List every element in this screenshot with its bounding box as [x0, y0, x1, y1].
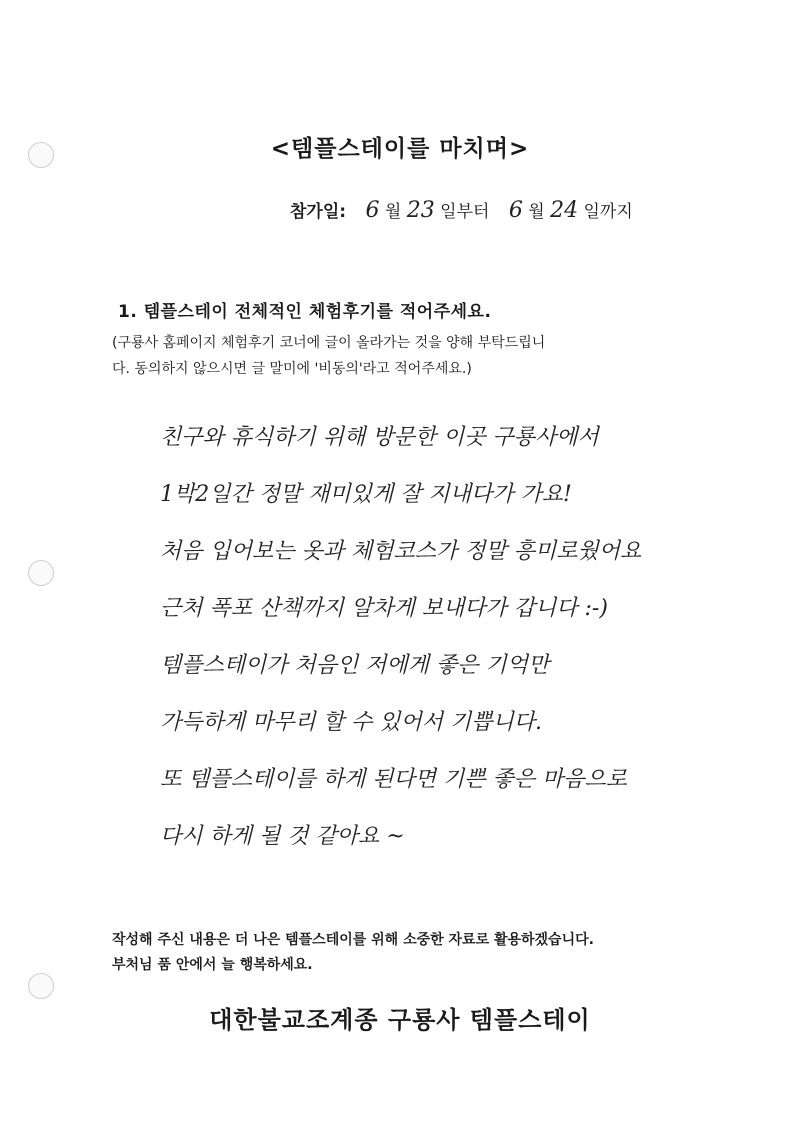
- answer-line: 1박2일간 정말 재미있게 잘 지내다가 가요!: [160, 482, 572, 507]
- answer-line: 처음 입어보는 옷과 체험코스가 정말 흥미로웠어요: [160, 539, 642, 564]
- answer-line: 근처 폭포 산책까지 알차게 보내다가 갑니다 :-): [160, 596, 608, 621]
- month-unit-start: 월: [384, 202, 402, 222]
- answer-line: 가득하게 마무리 할 수 있어서 기쁩니다.: [160, 710, 542, 735]
- participation-period: [290, 197, 633, 223]
- thanks-line: 작성해 주신 내용은 더 나은 템플스테이를 위해 소중한 자료로 활용하겠습니다.: [112, 932, 594, 948]
- handwritten-answer: [160, 418, 760, 874]
- period-label: 참가일:: [290, 202, 347, 222]
- to-text: 일까지: [583, 202, 633, 222]
- end-month: 6: [508, 198, 523, 223]
- thanks-message: [112, 928, 594, 978]
- end-day: 24: [550, 198, 579, 223]
- question-1: 1. 템플스테이 전체적인 체험후기를 적어주세요.: [118, 302, 492, 322]
- answer-line: 친구와 휴식하기 위해 방문한 이곳 구룡사에서: [160, 425, 599, 450]
- start-day: 23: [406, 198, 435, 223]
- consent-note: [112, 330, 702, 382]
- answer-line: 또 템플스테이를 하게 된다면 기쁜 좋은 마음으로: [160, 767, 628, 792]
- punch-hole-middle: [28, 560, 54, 586]
- start-month: 6: [365, 198, 380, 223]
- note-line: 다. 동의하지 않으시면 글 말미에 '비동의'라고 적어주세요.): [112, 361, 472, 377]
- note-line: (구룡사 홈페이지 체험후기 코너에 글이 올라가는 것을 양해 부탁드립니: [112, 335, 546, 351]
- organization-footer: 대한불교조계종 구룡사 템플스테이: [209, 1006, 591, 1034]
- page-title: <템플스테이를 마치며>: [270, 136, 530, 162]
- punch-hole-bottom: [28, 973, 54, 999]
- thanks-line: 부처님 품 안에서 늘 행복하세요.: [112, 957, 313, 973]
- answer-line: 다시 하게 될 것 같아요 ~: [160, 824, 405, 849]
- month-unit-end: 월: [528, 202, 545, 222]
- from-text: 일부터: [440, 202, 490, 222]
- answer-line: 템플스테이가 처음인 저에게 좋은 기억만: [160, 653, 550, 678]
